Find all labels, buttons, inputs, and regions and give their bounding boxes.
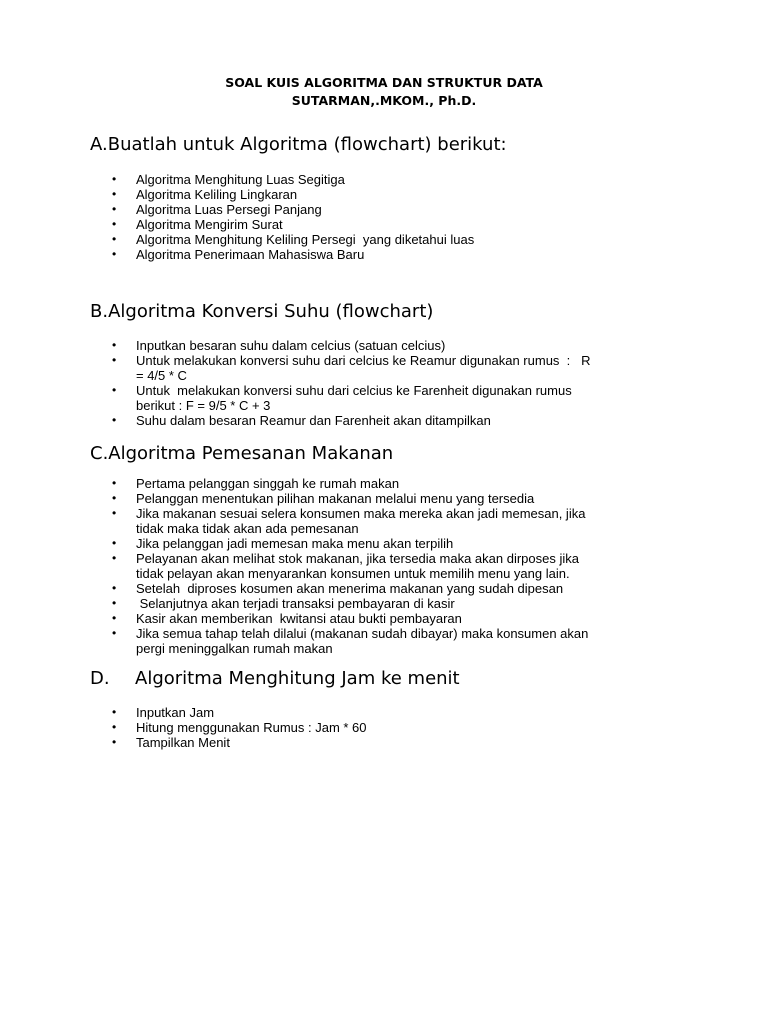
list-item-text: Suhu dalam besaran Reamur dan Farenheit akan ditampilkan: [136, 413, 491, 428]
list-item: [90, 705, 690, 720]
list-item-text: = 4/5 * C: [136, 368, 187, 383]
list-item-text: Inputkan Jam: [136, 705, 215, 720]
list-item-text: Inputkan besaran suhu dalam celcius (satuan celcius): [136, 338, 446, 353]
list-item-text: Jika pelanggan jadi memesan maka menu akan terpilih: [136, 536, 454, 551]
section-a: [90, 133, 690, 262]
bullet-list: [90, 705, 690, 750]
list-item-text: Algoritma Luas Persegi Panjang: [136, 202, 322, 217]
list-item: [90, 172, 690, 187]
list-item-text: Jika semua tahap telah dilalui (makanan sudah dibayar) maka konsumen akan: [136, 626, 589, 641]
bullet-icon: •: [112, 491, 117, 505]
section-letter: B.: [90, 301, 109, 322]
bullet-icon: •: [112, 536, 117, 550]
bullet-icon: •: [112, 476, 117, 490]
section-heading: [90, 667, 690, 691]
list-item-text: Algoritma Menghitung Luas Segitiga: [136, 172, 345, 187]
list-item: [90, 353, 690, 383]
list-item-text: Selanjutnya akan terjadi transaksi pembayaran di kasir: [136, 596, 455, 611]
bullet-icon: •: [112, 187, 117, 201]
bullet-icon: •: [112, 551, 117, 565]
list-item: [90, 626, 690, 656]
bullet-icon: •: [112, 383, 117, 397]
section-c: [90, 442, 690, 656]
list-item: [90, 551, 690, 581]
section-title: Buatlah untuk Algoritma (flowchart) berikut:: [107, 134, 507, 155]
list-item: [90, 247, 690, 262]
bullet-icon: •: [112, 353, 117, 367]
list-item-text: Pelanggan menentukan pilihan makanan melalui menu yang tersedia: [136, 491, 535, 506]
list-item-text: Untuk melakukan konversi suhu dari celcius ke Reamur digunakan rumus : R: [136, 353, 591, 368]
list-item-text: Algoritma Menghitung Keliling Persegi yang diketahui luas: [136, 232, 475, 247]
list-item-text: berikut : F = 9/5 * C + 3: [136, 398, 271, 413]
bullet-icon: •: [112, 581, 117, 595]
list-item-text: Algoritma Mengirim Surat: [136, 217, 283, 232]
list-item: [90, 536, 690, 551]
bullet-list: [90, 338, 690, 428]
list-item-text: Kasir akan memberikan kwitansi atau bukti pembayaran: [136, 611, 462, 626]
bullet-icon: •: [112, 413, 117, 427]
section-b: [90, 300, 690, 428]
list-item-text: Jika makanan sesuai selera konsumen maka mereka akan jadi memesan, jika: [136, 506, 586, 521]
section-heading: [90, 133, 690, 157]
list-item: [90, 202, 690, 217]
list-item-text: tidak maka tidak akan ada pemesanan: [136, 521, 359, 536]
bullet-icon: •: [112, 735, 117, 749]
list-item-text: Algoritma Keliling Lingkaran: [136, 187, 298, 202]
bullet-icon: •: [112, 247, 117, 261]
list-item: [90, 735, 690, 750]
section-title: Algoritma Pemesanan Makanan: [108, 443, 394, 464]
bullet-icon: •: [112, 611, 117, 625]
section-letter: C.: [90, 443, 109, 464]
bullet-icon: •: [112, 338, 117, 352]
list-item: [90, 413, 690, 428]
list-item-text: Hitung menggunakan Rumus : Jam * 60: [136, 720, 367, 735]
section-letter: A.: [90, 134, 108, 155]
list-item-text: pergi meninggalkan rumah makan: [136, 641, 333, 656]
bullet-icon: •: [112, 720, 117, 734]
bullet-list: [90, 172, 690, 262]
list-item: [90, 611, 690, 626]
section-title: Algoritma Menghitung Jam ke menit: [135, 668, 460, 689]
list-item-text: Algoritma Penerimaan Mahasiswa Baru: [136, 247, 365, 262]
section-title: Algoritma Konversi Suhu (flowchart): [108, 301, 434, 322]
bullet-icon: •: [112, 202, 117, 216]
section-heading: [90, 442, 690, 466]
list-item: [90, 596, 690, 611]
list-item-text: Untuk melakukan konversi suhu dari celcius ke Farenheit digunakan rumus: [136, 383, 572, 398]
bullet-list: [90, 476, 690, 656]
section-d: [90, 667, 690, 750]
list-item: [90, 383, 690, 413]
list-item: [90, 476, 690, 491]
list-item-text: tidak pelayan akan menyarankan konsumen untuk memilih menu yang lain.: [136, 566, 570, 581]
bullet-icon: •: [112, 506, 117, 520]
list-item-text: Pertama pelanggan singgah ke rumah makan: [136, 476, 400, 491]
section-letter: D.: [90, 668, 110, 689]
document-author: SUTARMAN,.MKOM., Ph.D.: [291, 93, 477, 108]
bullet-icon: •: [112, 596, 117, 610]
document-title: SOAL KUIS ALGORITMA DAN STRUKTUR DATA: [225, 75, 543, 90]
list-item-text: Pelayanan akan melihat stok makanan, jika tersedia maka akan dirposes jika: [136, 551, 579, 566]
list-item: [90, 217, 690, 232]
list-item-text: Tampilkan Menit: [136, 735, 230, 750]
bullet-icon: •: [112, 626, 117, 640]
list-item: [90, 491, 690, 506]
list-item: [90, 338, 690, 353]
bullet-icon: •: [112, 232, 117, 246]
bullet-icon: •: [112, 217, 117, 231]
list-item: [90, 581, 690, 596]
list-item: [90, 232, 690, 247]
bullet-icon: •: [112, 705, 117, 719]
list-item: [90, 506, 690, 536]
bullet-icon: •: [112, 172, 117, 186]
list-item: [90, 187, 690, 202]
document-header: [0, 74, 768, 110]
list-item-text: Setelah diproses kosumen akan menerima makanan yang sudah dipesan: [136, 581, 564, 596]
section-heading: [90, 300, 690, 324]
list-item: [90, 720, 690, 735]
